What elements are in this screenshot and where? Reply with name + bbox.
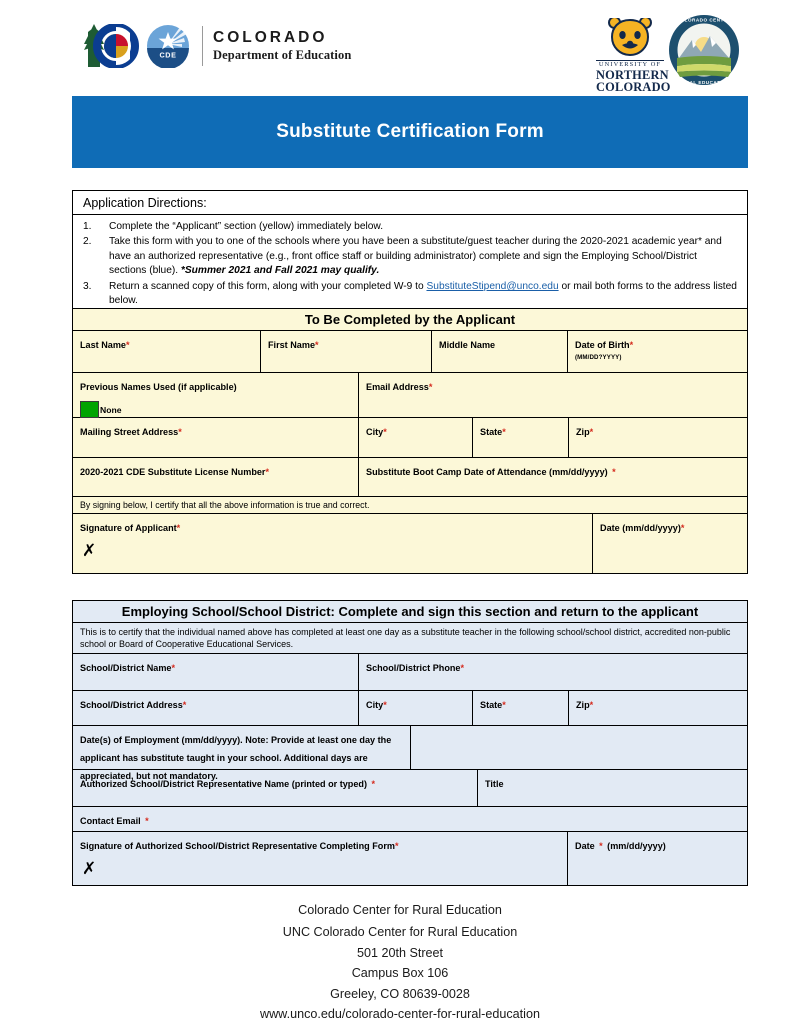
application-directions-box [72,190,748,317]
page-footer [0,900,800,1024]
state-required-marker: * [502,427,506,437]
footer-line-3: 501 20th Street [356,945,444,960]
direction-text-3a: Return a scanned copy of this form, along with your completed W-9 to [109,280,427,292]
contact-email-label: Contact Email [80,816,141,827]
date-of-birth-format-hint: (MM/DD?YYYY) [575,354,622,361]
contact-email-field[interactable] [73,807,747,831]
middle-name-field[interactable] [432,331,568,372]
school-district-phone-label: School/District Phone [366,663,461,674]
colorado-department-of-education-logo [82,24,351,68]
school-signature-row [73,832,747,885]
unc-wordmark-line3: COLORADO [596,80,671,95]
applicant-previous-names-row [73,373,747,418]
applicant-signature-row [73,514,747,573]
previous-names-field[interactable] [73,373,359,417]
school-district-phone-field[interactable] [359,654,747,690]
applicant-license-row [73,458,747,497]
middle-name-label: Middle Name [439,340,496,350]
svg-text:COLORADO CENTER: COLORADO CENTER [676,17,732,23]
school-name-row [73,654,747,691]
school-signature-required-marker: * [394,841,399,852]
city-label: City [366,427,384,437]
svg-text:CDE: CDE [159,50,177,60]
zip-field[interactable] [569,418,747,457]
date-of-birth-required-marker: * [629,340,634,350]
representative-name-row [73,770,747,807]
school-date-format-hint: (mm/dd/yyyy) [607,841,666,852]
school-signature-label: Signature of Authorized School/District Representative Completing Form [80,841,395,852]
cde-wordmark-line2: Department of Education [213,47,352,62]
banner-gap [72,168,748,180]
logo-divider [202,26,203,66]
authorized-representative-name-label: Authorized School/District Representative Name (printed or typed) [80,779,368,790]
first-name-field[interactable] [261,331,432,372]
dates-of-employment-note [73,726,411,782]
date-of-birth-field[interactable] [568,331,747,372]
school-address-row [73,691,747,726]
footer-line-2: UNC Colorado Center for Rural Education [282,925,518,940]
state-label: State [480,427,503,437]
direction-number-1: 1. [83,221,92,232]
employing-school-certify-note: This is to certify that the individual named above has completed at least one day as a substitute teacher in the following school/school district, accredited non-public school or Board of Cooperative Educational Services. [73,623,747,654]
applicant-signature-required-marker: * [176,523,181,533]
school-city-field[interactable] [359,691,473,725]
applicant-signature-field[interactable] [73,514,593,573]
school-signature-field[interactable] [73,832,568,885]
direction-number-2: 2. [83,236,92,248]
previous-names-none-label: None [100,404,122,415]
school-district-address-field[interactable] [73,691,359,725]
mailing-street-address-required-marker: * [178,427,182,437]
substitute-boot-camp-date-field[interactable] [359,458,747,496]
school-district-address-label: School/District Address [80,700,183,711]
applicant-certify-statement: By signing below, I certify that all the above information is true and correct. [73,497,747,514]
school-district-name-field[interactable] [73,654,359,690]
first-name-label: First Name [268,340,316,350]
substitute-stipend-email-link[interactable]: SubstituteStipend@unco.edu [426,280,559,292]
email-address-required-marker: * [428,382,433,392]
employing-school-section [72,600,748,886]
page-title: Substitute Certification Form [72,96,748,168]
applicant-date-required-marker: * [680,523,685,533]
email-address-field[interactable] [359,373,747,417]
last-name-required-marker: * [126,340,130,350]
employing-school-section-title: Employing School/School District: Complete and sign this section and return to the applicant [73,601,747,623]
dates-of-employment-input[interactable] [411,726,747,769]
footer-line-5: Greeley, CO 80639-0028 [330,986,470,1001]
boot-camp-required-marker: * [612,467,616,477]
school-date-required-marker: * [599,841,603,852]
direction-item-1 [83,220,737,234]
zip-label: Zip [576,427,590,437]
state-field[interactable] [473,418,569,457]
school-state-field[interactable] [473,691,569,725]
application-directions-heading: Application Directions: [73,191,747,215]
last-name-label: Last Name [80,340,126,350]
applicant-section-title: To Be Completed by the Applicant [73,309,747,331]
direction-text-2: Take this form with you to one of the schools where you have been a substitute/guest teacher during the 2020-2021 academic year* and have an authorized representative (e.g., front office staff or building administrator) complete and sign the Employing School/District sections (blue). [109,236,722,277]
unc-wordmark-line2: NORTHERN [596,67,669,82]
applicant-name-row [73,331,747,373]
representative-name-required-marker: * [371,779,376,790]
direction-item-2 [83,235,737,278]
direction-text-3b: or mail both forms to the address listed below. [109,280,737,307]
mailing-street-address-label: Mailing Street Address [80,427,179,437]
applicant-date-label: Date (mm/dd/yyyy) [600,523,681,533]
school-city-required-marker: * [383,700,387,711]
school-zip-required-marker: * [589,700,594,711]
school-district-address-required-marker: * [182,700,187,711]
cde-wordmark-line1: COLORADO [213,29,328,47]
applicant-section [72,308,748,574]
school-zip-label: Zip [576,700,590,711]
contact-email-row [73,807,747,832]
footer-line-1: Colorado Center for Rural Education [298,903,502,917]
school-state-label: State [480,700,503,711]
city-required-marker: * [383,427,387,437]
first-name-required-marker: * [315,340,319,350]
dates-of-employment-label: Date(s) of Employment (mm/dd/yyyy). Note: Provide at least one day the applicant has substitute taught in your school. Additional days are appreciated, but not mandatory. [80,735,392,782]
signature-x-mark-icon: ✗ [82,541,97,561]
applicant-address-row [73,418,747,458]
city-field[interactable] [359,418,473,457]
date-of-birth-label: Date of Birth [575,340,630,350]
dates-of-employment-row [73,726,747,782]
title-banner-wrapper [72,96,748,180]
last-name-field[interactable] [73,331,261,372]
direction-number-3: 3. [83,280,92,292]
cde-seal-icon [146,24,190,68]
school-date-field[interactable] [568,832,747,885]
university-of-northern-colorado-logo [596,18,671,98]
authorized-representative-name-field[interactable] [73,770,478,806]
footer-website: www.unco.edu/colorado-center-for-rural-education [259,1006,540,1021]
zip-required-marker: * [589,427,594,437]
license-number-required-marker: * [265,467,270,477]
applicant-date-field[interactable] [593,514,747,573]
school-signature-x-mark-icon: ✗ [82,859,97,880]
page-header [0,0,800,95]
cde-substitute-license-number-label: 2020-2021 CDE Substitute License Number [80,467,266,477]
direction-item-3 [83,280,737,309]
unc-wordmark-line1: UNIVERSITY OF [598,61,662,68]
applicant-signature-label: Signature of Applicant [80,523,177,533]
school-district-name-label: School/District Name [80,663,172,674]
cde-substitute-license-number-field[interactable] [73,458,359,496]
colorado-center-for-rural-education-seal-icon [668,14,740,86]
school-date-label: Date [575,841,595,852]
school-state-required-marker: * [502,700,506,711]
previous-names-none-checkbox[interactable] [80,401,99,418]
school-city-label: City [366,700,384,711]
school-district-name-required-marker: * [171,663,176,674]
representative-title-label: Title [485,779,504,790]
email-address-label: Email Address [366,382,429,392]
school-zip-field[interactable] [569,691,747,725]
substitute-boot-camp-date-label: Substitute Boot Camp Date of Attendance (mm/dd/yyyy) [366,467,608,477]
previous-names-label: Previous Names Used (if applicable) [80,382,237,392]
representative-title-field[interactable] [478,770,747,806]
school-district-phone-required-marker: * [460,663,465,674]
direction-text-2-italic: *Summer 2021 and Fall 2021 may qualify. [180,265,380,277]
direction-text-1: Complete the “Applicant” section (yellow) immediately below. [109,221,384,232]
colorado-c-mark-icon [82,24,144,68]
svg-text:RURAL EDUCATION: RURAL EDUCATION [678,80,730,85]
unc-bear-icon [596,18,664,58]
contact-email-required-marker: * [145,816,149,827]
mailing-street-address-field[interactable] [73,418,359,457]
footer-line-4: Campus Box 106 [351,966,449,981]
